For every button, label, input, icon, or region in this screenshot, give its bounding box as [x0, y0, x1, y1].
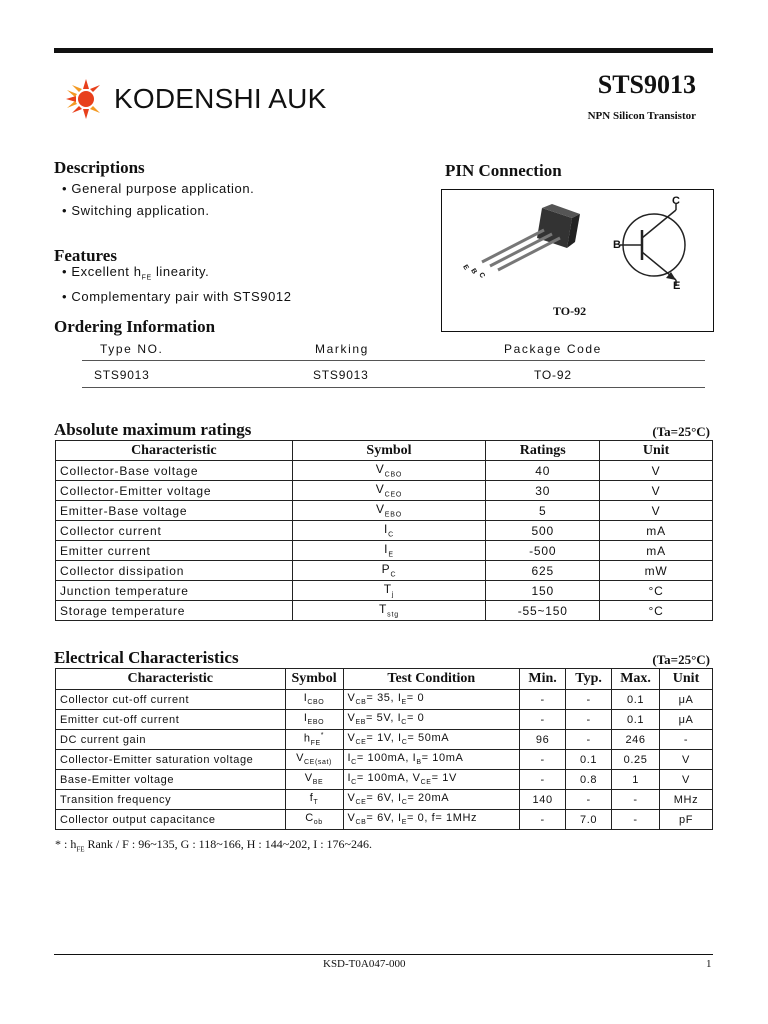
- unit-cell: mA: [600, 521, 713, 541]
- pin-label-base: B: [613, 239, 621, 251]
- top-rule: [54, 48, 713, 53]
- table-row: [56, 481, 713, 501]
- characteristic-cell: Collector current: [56, 521, 293, 541]
- max-cell: -: [612, 810, 660, 830]
- min-cell: 96: [520, 730, 566, 750]
- min-cell: -: [520, 810, 566, 830]
- typ-cell: -: [566, 790, 612, 810]
- column-header: Unit: [600, 441, 713, 461]
- unit-cell: MHz: [660, 790, 713, 810]
- test-condition-cell: $V_{CE}= 6V$, $I_C= 20mA$: [343, 790, 520, 810]
- pin-label-collector: C: [672, 195, 680, 207]
- lead-label-e: E: [461, 263, 470, 272]
- features-heading: Features: [54, 246, 117, 265]
- min-cell: -: [520, 770, 566, 790]
- ordering-divider: [82, 387, 705, 388]
- table-header-row: [56, 441, 713, 461]
- unit-cell: °C: [600, 601, 713, 621]
- characteristic-cell: Base-Emitter voltage: [56, 770, 286, 790]
- symbol-cell: $I_{CBO}$: [285, 690, 343, 710]
- document-id: KSD-T0A047-000: [323, 958, 406, 970]
- characteristic-cell: Collector-Emitter saturation voltage: [56, 750, 286, 770]
- package-label: TO-92: [553, 304, 587, 318]
- max-cell: 246: [612, 730, 660, 750]
- column-header: Unit: [660, 669, 713, 690]
- hfe-rank-footnote: * : $h_{FE}$ Rank / F : 96~135, G : 118~166, H : 144~202, I : 176~246.: [55, 837, 373, 854]
- page-number: 1: [706, 958, 712, 970]
- unit-cell: mW: [600, 561, 713, 581]
- column-header: Min.: [520, 669, 566, 690]
- symbol-cell: $V_{CEO}$: [292, 481, 486, 501]
- description-item: • Switching application.: [62, 200, 254, 222]
- rating-cell: 5: [486, 501, 600, 521]
- test-condition-cell: $I_C= 100mA$, $I_B= 10mA$: [343, 750, 520, 770]
- test-condition-cell: $V_{CB}= 35$, $I_E= 0$: [343, 690, 520, 710]
- characteristic-cell: Collector dissipation: [56, 561, 293, 581]
- features-list: [62, 263, 292, 306]
- table-row: [56, 810, 713, 830]
- feature-item: • Complementary pair with STS9012: [62, 288, 292, 306]
- table-row: [56, 601, 713, 621]
- amr-table: [55, 440, 713, 621]
- sun-logo-icon: [66, 79, 110, 119]
- description-item: • General purpose application.: [62, 178, 254, 200]
- ordering-header-type: Type NO.: [100, 342, 164, 356]
- ordering-header-package: Package Code: [504, 342, 602, 356]
- unit-cell: V: [600, 461, 713, 481]
- typ-cell: 0.8: [566, 770, 612, 790]
- lead-label-c: C: [477, 271, 486, 280]
- unit-cell: V: [600, 481, 713, 501]
- column-header: Typ.: [566, 669, 612, 690]
- bottom-rule: [54, 954, 713, 955]
- table-row: [56, 690, 713, 710]
- max-cell: 1: [612, 770, 660, 790]
- characteristic-cell: Collector-Base voltage: [56, 461, 293, 481]
- unit-cell: μA: [660, 690, 713, 710]
- typ-cell: 0.1: [566, 750, 612, 770]
- column-header: Characteristic: [56, 441, 293, 461]
- descriptions-list: [62, 178, 254, 222]
- characteristic-cell: Emitter-Base voltage: [56, 501, 293, 521]
- ec-condition: (Ta=25°C): [652, 652, 710, 667]
- rating-cell: -500: [486, 541, 600, 561]
- max-cell: 0.1: [612, 690, 660, 710]
- table-row: [56, 710, 713, 730]
- table-row: [56, 750, 713, 770]
- column-header: Max.: [612, 669, 660, 690]
- unit-cell: mA: [600, 541, 713, 561]
- characteristic-cell: Transition frequency: [56, 790, 286, 810]
- max-cell: 0.25: [612, 750, 660, 770]
- characteristic-cell: DC current gain: [56, 730, 286, 750]
- min-cell: 140: [520, 790, 566, 810]
- table-row: [56, 561, 713, 581]
- ordering-header-marking: Marking: [315, 342, 369, 356]
- test-condition-cell: $V_{CB}= 6V$, $I_E= 0$, f= 1MHz: [343, 810, 520, 830]
- characteristic-cell: Collector cut-off current: [56, 690, 286, 710]
- characteristic-cell: Junction temperature: [56, 581, 293, 601]
- typ-cell: 7.0: [566, 810, 612, 830]
- symbol-cell: $V_{EBO}$: [292, 501, 486, 521]
- table-row: [56, 581, 713, 601]
- characteristic-cell: Emitter current: [56, 541, 293, 561]
- ordering-marking-value: STS9013: [313, 368, 369, 382]
- characteristic-cell: Storage temperature: [56, 601, 293, 621]
- symbol-cell: $V_{CBO}$: [292, 461, 486, 481]
- ordering-type-value: STS9013: [94, 368, 150, 382]
- symbol-cell: $T_j$: [292, 581, 486, 601]
- part-number: STS9013: [597, 70, 696, 99]
- symbol-cell: $I_C$: [292, 521, 486, 541]
- symbol-cell: $h_{FE}^*$: [285, 730, 343, 750]
- column-header: Ratings: [486, 441, 600, 461]
- table-row: [56, 521, 713, 541]
- max-cell: 0.1: [612, 710, 660, 730]
- symbol-cell: $V_{CE(sat)}$: [285, 750, 343, 770]
- symbol-cell: $f_T$: [285, 790, 343, 810]
- typ-cell: -: [566, 710, 612, 730]
- column-header: Test Condition: [343, 669, 520, 690]
- unit-cell: °C: [600, 581, 713, 601]
- column-header: Characteristic: [56, 669, 286, 690]
- rating-cell: 150: [486, 581, 600, 601]
- symbol-cell: $C_{ob}$: [285, 810, 343, 830]
- rating-cell: 500: [486, 521, 600, 541]
- rating-cell: 40: [486, 461, 600, 481]
- amr-condition: (Ta=25°C): [652, 424, 710, 439]
- symbol-cell: $I_E$: [292, 541, 486, 561]
- rating-cell: 30: [486, 481, 600, 501]
- symbol-cell: $P_C$: [292, 561, 486, 581]
- test-condition-cell: $I_C= 100mA$, $V_{CE}= 1V$: [343, 770, 520, 790]
- table-row: [56, 770, 713, 790]
- rating-cell: -55~150: [486, 601, 600, 621]
- table-row: [56, 501, 713, 521]
- symbol-cell: $V_{BE}$: [285, 770, 343, 790]
- table-row: [56, 730, 713, 750]
- characteristic-cell: Emitter cut-off current: [56, 710, 286, 730]
- symbol-cell: $T_{stg}$: [292, 601, 486, 621]
- min-cell: -: [520, 710, 566, 730]
- unit-cell: -: [660, 730, 713, 750]
- ordering-heading: Ordering Information: [54, 317, 216, 336]
- unit-cell: pF: [660, 810, 713, 830]
- characteristic-cell: Collector output capacitance: [56, 810, 286, 830]
- lead-label-b: B: [469, 267, 478, 276]
- table-row: [56, 461, 713, 481]
- table-row: [56, 790, 713, 810]
- pin-label-emitter: E: [673, 280, 681, 292]
- rating-cell: 625: [486, 561, 600, 581]
- unit-cell: V: [660, 770, 713, 790]
- feature-item: • Excellent $h_{FE}$ linearity.: [62, 263, 292, 288]
- test-condition-cell: $V_{EB}= 5V$, $I_C= 0$: [343, 710, 520, 730]
- test-condition-cell: $V_{CE}= 1V$, $I_C= 50mA$: [343, 730, 520, 750]
- ec-table: [55, 668, 713, 830]
- typ-cell: -: [566, 730, 612, 750]
- descriptions-heading: Descriptions: [54, 158, 145, 177]
- part-subtitle: NPN Silicon Transistor: [587, 110, 696, 122]
- table-row: [56, 541, 713, 561]
- min-cell: -: [520, 690, 566, 710]
- min-cell: -: [520, 750, 566, 770]
- ordering-divider: [82, 360, 705, 361]
- unit-cell: μA: [660, 710, 713, 730]
- typ-cell: -: [566, 690, 612, 710]
- pin-connection-heading: PIN Connection: [445, 161, 562, 180]
- max-cell: -: [612, 790, 660, 810]
- unit-cell: V: [600, 501, 713, 521]
- brand-name: KODENSHI AUK: [114, 83, 327, 114]
- symbol-cell: $I_{EBO}$: [285, 710, 343, 730]
- ec-heading: Electrical Characteristics: [54, 648, 239, 667]
- table-header-row: [56, 669, 713, 690]
- amr-heading: Absolute maximum ratings: [54, 420, 252, 439]
- ordering-package-value: TO-92: [534, 368, 572, 382]
- column-header: Symbol: [285, 669, 343, 690]
- column-header: Symbol: [292, 441, 486, 461]
- unit-cell: V: [660, 750, 713, 770]
- characteristic-cell: Collector-Emitter voltage: [56, 481, 293, 501]
